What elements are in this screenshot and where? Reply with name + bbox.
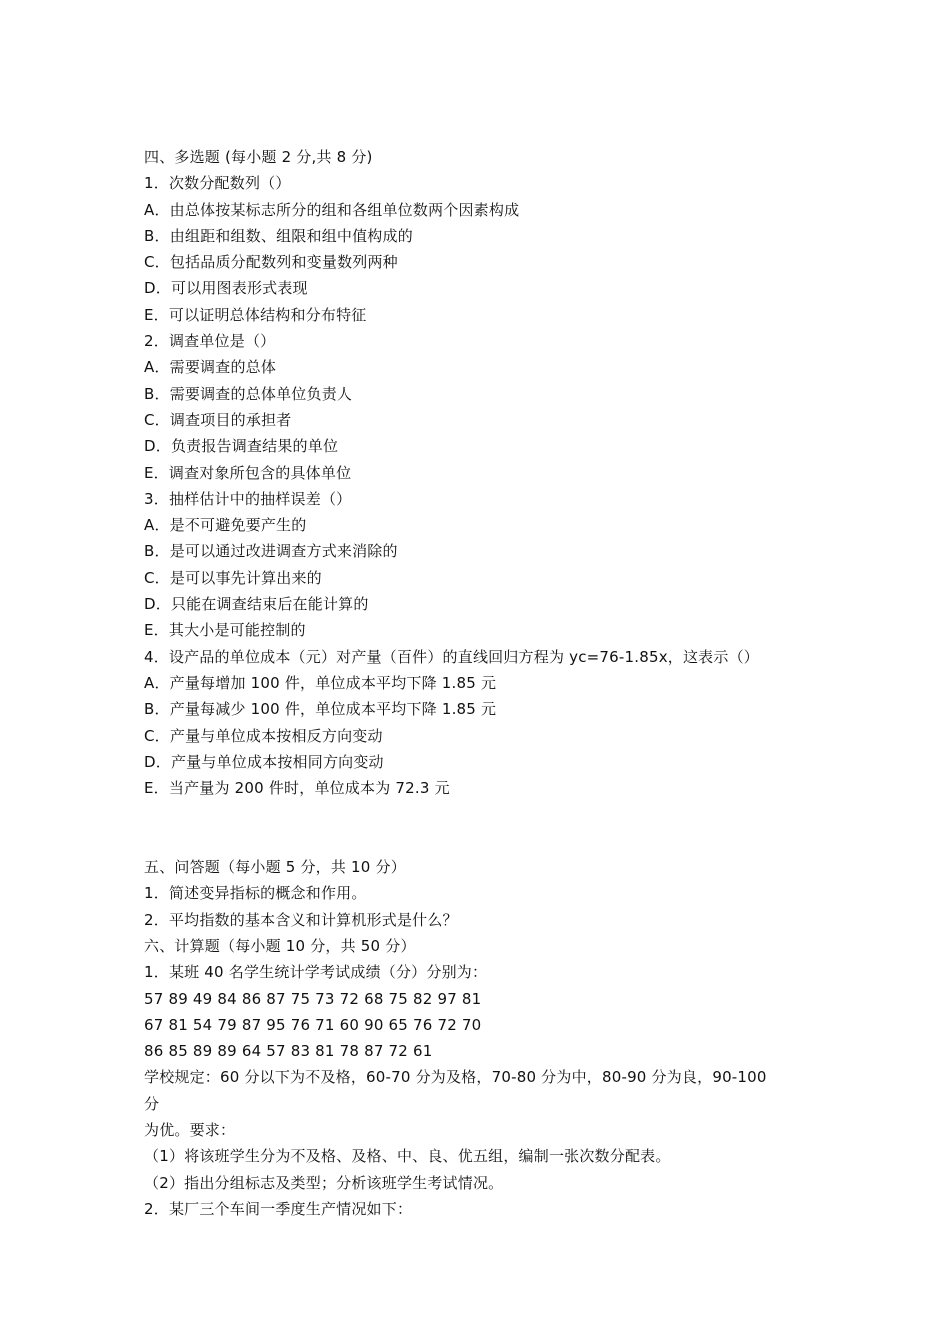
question-4-3-option-e: E．其大小是可能控制的 [144,621,306,640]
question-4-4-option-e: E．当产量为 200 件时，单位成本为 72.3 元 [144,779,450,798]
question-4-3-option-a: A．是不可避免要产生的 [144,516,307,535]
section-spacer [144,801,824,854]
question-4-4-stem: 4．设产品的单位成本（元）对产量（百件）的直线回归方程为 yc=76-1.85x，这表示（） [144,647,759,666]
question-5-2: 2．平均指数的基本含义和计算机形式是什么？ [144,910,458,929]
scores-row-1: 57 89 49 84 86 87 75 73 72 68 75 82 97 81 [144,989,482,1008]
grading-rule-line-2: 分 [144,1094,160,1113]
question-4-1-option-e: E．可以证明总体结构和分布特征 [144,305,367,324]
question-4-4-option-a: A．产量每增加 100 件，单位成本平均下降 1.85 元 [144,673,497,692]
question-4-2-option-a: A．需要调查的总体 [144,358,277,377]
scores-row-3: 86 85 89 89 64 57 83 81 78 87 72 61 [144,1042,433,1061]
grading-rule-line-1: 学校规定：60 分以下为不及格，60-70 分为及格，70-80 分为中，80-90 分为良，90-100 [144,1068,767,1087]
requirement-2: （2）指出分组标志及类型；分析该班学生考试情况。 [144,1173,504,1192]
section-6-heading: 六、计算题（每小题 10 分，共 50 分） [144,936,416,955]
question-4-3-option-c: C．是可以事先计算出来的 [144,568,322,587]
question-6-2-stem: 2．某厂三个车间一季度生产情况如下： [144,1199,413,1218]
question-4-1-stem: 1．次数分配数列（） [144,174,291,193]
question-4-1-option-c: C．包括品质分配数列和变量数列两种 [144,253,398,272]
question-4-1-option-d: D．可以用图表形式表现 [144,279,308,298]
question-4-3-stem: 3．抽样估计中的抽样误差（） [144,489,352,508]
question-4-4-option-d: D．产量与单位成本按相同方向变动 [144,752,384,771]
question-4-2-option-e: E．调查对象所包含的具体单位 [144,463,352,482]
question-4-2-option-d: D．负责报告调查结果的单位 [144,437,339,456]
question-4-1-option-b: B．由组距和组数、组限和组中值构成的 [144,226,413,245]
question-4-2-stem: 2．调查单位是（） [144,332,276,351]
question-4-4-option-c: C．产量与单位成本按相反方向变动 [144,726,383,745]
exam-content [144,144,824,1222]
scores-row-2: 67 81 54 79 87 95 76 71 60 90 65 76 72 70 [144,1015,482,1034]
question-5-1: 1．简述变异指标的概念和作用。 [144,884,367,903]
question-4-3-option-d: D．只能在调查结束后在能计算的 [144,595,369,614]
section-5-heading: 五、问答题（每小题 5 分，共 10 分） [144,858,406,877]
question-4-4-option-b: B．产量每减少 100 件，单位成本平均下降 1.85 元 [144,700,497,719]
grading-rule-line-3: 为优。要求： [144,1120,236,1139]
question-4-2-option-c: C．调查项目的承担者 [144,410,292,429]
question-4-1-option-a: A．由总体按某标志所分的组和各组单位数两个因素构成 [144,200,520,219]
question-6-1-stem: 1．某班 40 名学生统计学考试成绩（分）分别为： [144,963,488,982]
question-4-3-option-b: B．是可以通过改进调查方式来消除的 [144,542,398,561]
question-4-2-option-b: B．需要调查的总体单位负责人 [144,384,353,403]
section-4-heading: 四、多选题 (每小题 2 分,共 8 分) [144,148,373,166]
requirement-1: （1）将该班学生分为不及格、及格、中、良、优五组，编制一张次数分配表。 [144,1147,671,1166]
